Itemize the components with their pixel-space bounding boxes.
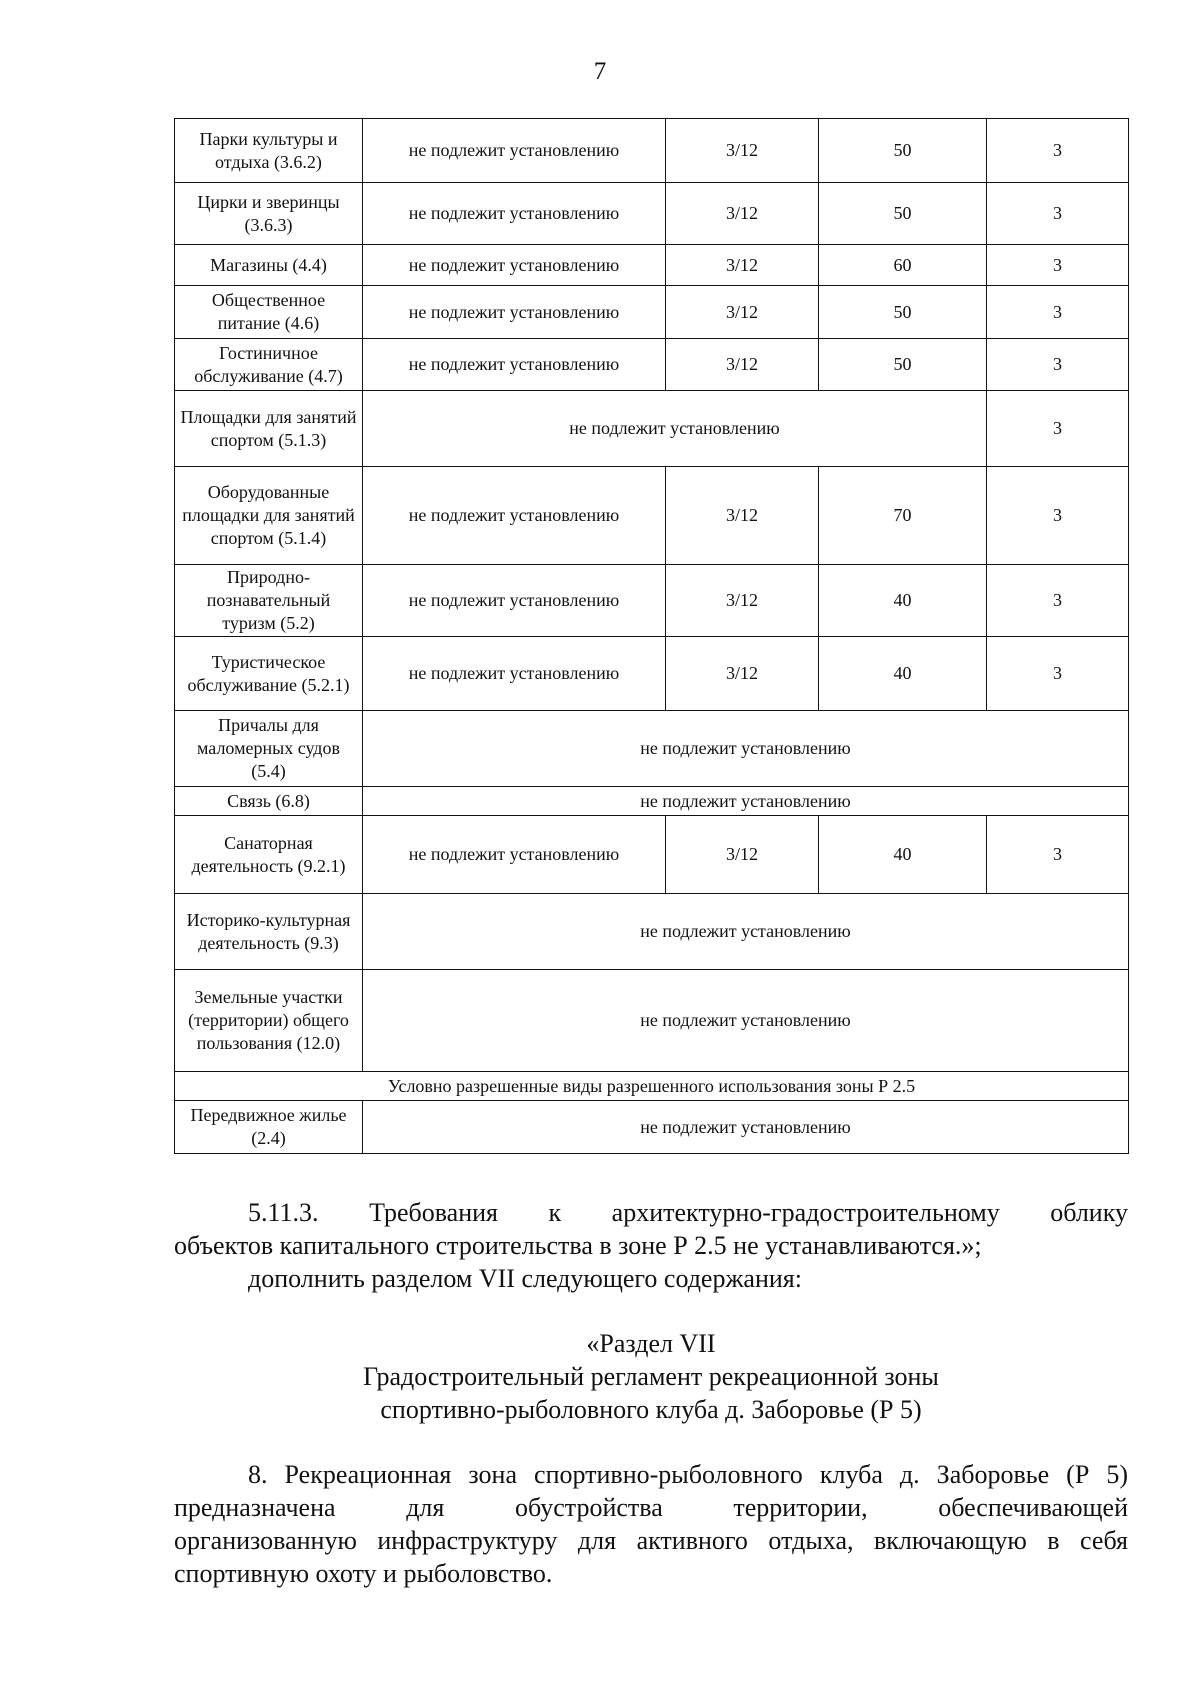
use-type-cell: Цирки и зверинцы (3.6.3): [175, 183, 363, 245]
use-type-cell: Причалы для маломерных судов (5.4): [175, 711, 363, 787]
use-type-cell: Санаторная деятельность (9.2.1): [175, 816, 363, 894]
use-type-cell: Передвижное жилье (2.4): [175, 1101, 363, 1154]
value-cell: 3/12: [666, 816, 819, 894]
table-row: [175, 787, 1129, 816]
page-number: 7: [593, 58, 607, 85]
value-cell: не подлежит установлению: [363, 637, 666, 711]
value-cell: 3: [987, 467, 1129, 565]
section-heading-2: Градостроительный регламент рекреационной зоны: [363, 1362, 939, 1391]
merged-value-cell: не подлежит установлению: [363, 1101, 1129, 1154]
value-cell: 3: [987, 391, 1129, 467]
merged-value-cell: не подлежит установлению: [363, 970, 1129, 1072]
paragraph-8-line1: 8. Рекреационная зона спортивно-рыболовного клуба д. Заборовье (Р 5): [248, 1460, 1128, 1489]
value-cell: не подлежит установлению: [363, 183, 666, 245]
value-cell: 3: [987, 183, 1129, 245]
paragraph-8-line4: спортивную охоту и рыболовство.: [174, 1559, 553, 1588]
merged-value-cell: не подлежит установлению: [363, 391, 987, 467]
value-cell: 3/12: [666, 183, 819, 245]
value-cell: 3/12: [666, 467, 819, 565]
use-type-cell: Связь (6.8): [175, 787, 363, 816]
use-type-cell: Общественное питание (4.6): [175, 286, 363, 339]
table-row: [175, 245, 1129, 286]
value-cell: 3: [987, 286, 1129, 339]
value-cell: не подлежит установлению: [363, 339, 666, 391]
value-cell: 50: [819, 183, 987, 245]
table-row: [175, 816, 1129, 894]
table-row: [175, 894, 1129, 970]
use-type-cell: Природно-познавательный туризм (5.2): [175, 565, 363, 637]
value-cell: 3: [987, 565, 1129, 637]
value-cell: 3: [987, 245, 1129, 286]
value-cell: 3/12: [666, 339, 819, 391]
use-type-cell: Туристическое обслуживание (5.2.1): [175, 637, 363, 711]
table-row: [175, 286, 1129, 339]
table-row: [175, 1101, 1129, 1154]
value-cell: 3: [987, 339, 1129, 391]
table-row: [175, 391, 1129, 467]
amendment-line: дополнить разделом VII следующего содержания:: [248, 1264, 802, 1293]
merged-value-cell: не подлежит установлению: [363, 894, 1129, 970]
value-cell: 50: [819, 119, 987, 183]
paragraph-8-line3: организованную инфраструктуру для активного отдыха, включающую в себя: [174, 1526, 1128, 1555]
section-header-row: [175, 1072, 1129, 1101]
use-type-cell: Гостиничное обслуживание (4.7): [175, 339, 363, 391]
table-row: [175, 183, 1129, 245]
value-cell: не подлежит установлению: [363, 565, 666, 637]
value-cell: 3/12: [666, 119, 819, 183]
value-cell: 3: [987, 816, 1129, 894]
table-row: [175, 970, 1129, 1072]
value-cell: 40: [819, 816, 987, 894]
value-cell: не подлежит установлению: [363, 467, 666, 565]
use-type-cell: Историко-культурная деятельность (9.3): [175, 894, 363, 970]
merged-value-cell: не подлежит установлению: [363, 711, 1129, 787]
merged-value-cell: не подлежит установлению: [363, 787, 1129, 816]
value-cell: не подлежит установлению: [363, 286, 666, 339]
value-cell: 60: [819, 245, 987, 286]
use-type-cell: Площадки для занятий спортом (5.1.3): [175, 391, 363, 467]
table-row: [175, 339, 1129, 391]
value-cell: 3/12: [666, 565, 819, 637]
value-cell: 3/12: [666, 245, 819, 286]
table-row: [175, 711, 1129, 787]
table-row: [175, 565, 1129, 637]
paragraph-8-line2: предназначена для обустройства территории, обеспечивающей: [174, 1493, 1128, 1522]
use-type-cell: Магазины (4.4): [175, 245, 363, 286]
value-cell: 3/12: [666, 637, 819, 711]
value-cell: 40: [819, 637, 987, 711]
value-cell: 50: [819, 339, 987, 391]
table-row: [175, 467, 1129, 565]
use-type-cell: Оборудованные площадки для занятий спортом (5.1.4): [175, 467, 363, 565]
value-cell: 3/12: [666, 286, 819, 339]
value-cell: 40: [819, 565, 987, 637]
value-cell: 50: [819, 286, 987, 339]
section-heading-1: «Раздел VII: [586, 1329, 716, 1358]
regulation-table: [174, 118, 1129, 1154]
value-cell: не подлежит установлению: [363, 245, 666, 286]
use-type-cell: Парки культуры и отдыха (3.6.2): [175, 119, 363, 183]
table-row: [175, 119, 1129, 183]
use-type-cell: Земельные участки (территории) общего пользования (12.0): [175, 970, 363, 1072]
paragraph-5-11-3-line2: объектов капитального строительства в зоне Р 2.5 не устанавливаются.»;: [174, 1231, 982, 1260]
paragraph-5-11-3-line1: 5.11.3. Требования к архитектурно-градостроительному облику: [248, 1198, 1128, 1227]
table-row: [175, 637, 1129, 711]
value-cell: 3: [987, 119, 1129, 183]
section-header-cell: Условно разрешенные виды разрешенного использования зоны Р 2.5: [175, 1072, 1129, 1101]
section-heading-3: спортивно-рыболовного клуба д. Заборовье (Р 5): [380, 1395, 922, 1424]
value-cell: не подлежит установлению: [363, 816, 666, 894]
value-cell: 3: [987, 637, 1129, 711]
value-cell: 70: [819, 467, 987, 565]
value-cell: не подлежит установлению: [363, 119, 666, 183]
